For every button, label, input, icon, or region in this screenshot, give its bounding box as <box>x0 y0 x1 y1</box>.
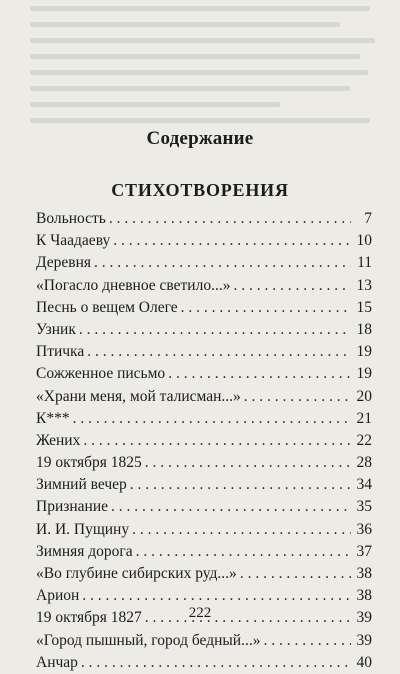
toc-entry-title: Деревня <box>36 254 92 272</box>
toc-entry <box>36 630 372 652</box>
toc-entry-page: 39 <box>356 631 372 649</box>
toc-entry <box>36 452 372 474</box>
toc-entry-page: 39 <box>356 609 372 627</box>
toc-entry <box>36 297 372 319</box>
toc-entry-page: 10 <box>356 232 372 250</box>
toc-dot-leader <box>244 386 351 408</box>
contents-heading: Содержание <box>146 128 254 149</box>
toc-entry-page: 21 <box>356 409 372 427</box>
toc-entry-page: 13 <box>356 276 372 294</box>
toc-dot-leader <box>168 363 351 385</box>
toc-entry-title: Птичка <box>36 343 85 361</box>
toc-entry <box>36 430 372 452</box>
toc-entry-title: Зимняя дорога <box>36 542 133 560</box>
toc-entry-title: Вольность <box>36 210 106 227</box>
page-number: 222 <box>188 605 212 621</box>
toc-entry-page: 40 <box>356 653 372 671</box>
toc-entry-page: 11 <box>357 254 372 272</box>
toc-dot-leader <box>109 208 351 230</box>
toc-entry-title: 19 октября 1825 <box>36 454 142 472</box>
toc-entry <box>36 208 372 230</box>
toc-entry <box>36 275 372 297</box>
toc-dot-leader <box>81 652 351 674</box>
toc-entry-title: «Город пышный, город бедный...» <box>36 631 261 649</box>
toc-dot-leader <box>263 630 351 652</box>
toc-entry <box>36 519 372 541</box>
toc-entry <box>36 496 372 518</box>
toc-dot-leader <box>87 341 351 363</box>
toc-entry-page: 38 <box>356 587 372 605</box>
toc-entry-page: 18 <box>356 320 372 338</box>
section-heading: СТИХОТВОРЕНИЯ <box>111 180 289 200</box>
toc-entry <box>36 474 372 496</box>
toc-entry <box>36 319 372 341</box>
toc-entry-page: 35 <box>356 498 372 516</box>
toc-entry-page: 28 <box>356 454 372 472</box>
toc-entry-page: 37 <box>356 542 372 560</box>
toc-entry-page: 38 <box>356 565 372 582</box>
toc-entry-page: 7 <box>364 210 372 227</box>
toc-dot-leader <box>130 474 351 496</box>
toc-entry <box>36 386 372 408</box>
toc-entry-page: 36 <box>356 520 372 538</box>
toc-entry-page: 19 <box>356 343 372 361</box>
toc-entry-title: «Погасло дневное светило...» <box>36 276 231 294</box>
toc-entry-title: Признание <box>36 498 109 516</box>
toc-dot-leader <box>82 585 351 607</box>
toc-dot-leader <box>233 275 351 297</box>
toc-entry-title: Арион <box>36 587 80 605</box>
toc-entry <box>36 541 372 563</box>
toc-entry-title: Зимний вечер <box>36 476 127 494</box>
toc-entry-title: 19 октября 1827 <box>36 609 142 627</box>
toc-dot-leader <box>181 297 351 319</box>
toc-dot-leader <box>132 519 351 541</box>
toc-entry-page: 19 <box>356 365 372 383</box>
toc-entry-title: К Чаадаеву <box>36 232 111 250</box>
toc-entry <box>36 252 372 274</box>
toc-dot-leader <box>240 563 351 585</box>
toc-dot-leader <box>79 319 351 341</box>
toc-entry-title: Сожженное письмо <box>36 365 166 383</box>
toc-entry <box>36 341 372 363</box>
toc-entry <box>36 363 372 385</box>
toc-dot-leader <box>113 230 351 252</box>
toc-entry-title: «Храни меня, мой талисман...» <box>36 387 241 405</box>
toc-entry-title: Песнь о вещем Олеге <box>36 298 178 316</box>
toc-entry-page: 20 <box>356 387 372 405</box>
toc-entry-title: К*** <box>36 409 70 427</box>
toc-entry-page: 34 <box>356 476 372 494</box>
toc-entry <box>36 563 372 585</box>
toc-entry-title: «Во глубине сибирских руд...» <box>36 565 237 582</box>
toc-dot-leader <box>111 496 351 518</box>
toc-dot-leader <box>73 408 351 430</box>
toc-entry-title: Жених <box>36 431 81 449</box>
toc-dot-leader <box>83 430 351 452</box>
toc-entry-title: И. И. Пущину <box>36 520 130 538</box>
toc-dot-leader <box>145 452 351 474</box>
toc-entry <box>36 652 372 674</box>
toc-dot-leader <box>94 252 351 274</box>
toc-entry-page: 22 <box>356 431 372 449</box>
toc-dot-leader <box>136 541 351 563</box>
toc-entry <box>36 408 372 430</box>
toc-entry-page: 15 <box>356 298 372 316</box>
toc-entry <box>36 230 372 252</box>
toc-entry-title: Узник <box>36 320 76 338</box>
toc-entry-title: Анчар <box>36 653 78 671</box>
